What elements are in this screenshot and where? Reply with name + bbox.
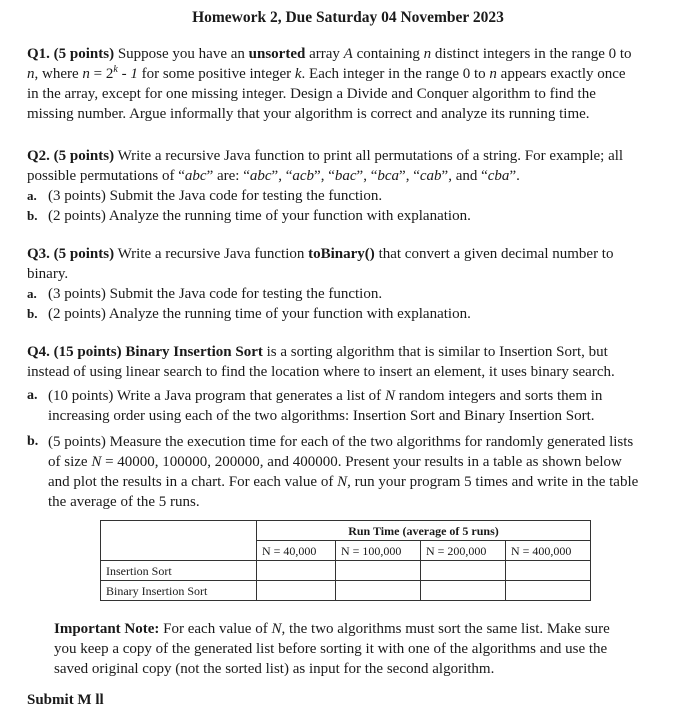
q1-text: = 2 <box>89 66 114 82</box>
q1-text: . Each integer in the range 0 to <box>301 66 490 82</box>
table-cell <box>421 561 506 581</box>
q3-function-name: toBinary() <box>308 246 375 262</box>
note-text: saved original copy (not the sorted list) as input for the second algorithm. <box>54 661 495 677</box>
q1-text: - <box>117 66 131 82</box>
q4-a-text: increasing order using each of the two algorithms: Insertion Sort and Binary Insertion Sort. <box>48 408 595 424</box>
table-cell <box>257 561 336 581</box>
q1-one: 1 <box>130 66 138 82</box>
q2-text: ”, “ <box>356 168 378 184</box>
q3-part-a <box>27 284 667 304</box>
q3-part-b <box>27 304 667 324</box>
question-2 <box>27 146 667 186</box>
table-row <box>101 561 591 581</box>
table-corner-cell <box>101 521 257 541</box>
runtime-table <box>100 520 591 601</box>
q1-var-k: k <box>294 66 302 82</box>
q1-text: distinct integers in the range 0 to <box>431 46 632 62</box>
cut-off-footer-text: Submit M ll <box>27 692 104 708</box>
q4-a-label: a. <box>27 388 38 403</box>
table-header-row <box>101 521 591 541</box>
q4-b-text: of size <box>48 454 92 470</box>
question-4 <box>27 342 667 382</box>
table-cell <box>257 581 336 601</box>
q4-part-b <box>27 432 667 512</box>
q2-label: Q2. (5 points) <box>27 148 115 164</box>
q4-a-text: (10 points) Write a Java program that generates a list of <box>48 388 385 404</box>
q2-string: abc <box>184 168 207 184</box>
q1-text: for some positive integer <box>137 66 295 82</box>
q3-text: that convert a given decimal number to <box>374 246 614 262</box>
q1-exponent-k: k <box>113 64 118 75</box>
q2-text: Write a recursive Java function to print all permutations of a string. For example; all <box>114 148 624 164</box>
q4-var-n: N <box>384 388 395 404</box>
q2-part-a <box>27 186 667 206</box>
table-cell <box>421 581 506 601</box>
q1-bold-word: unsorted <box>248 46 306 62</box>
q4-var-n: N <box>91 454 102 470</box>
q2-text: ”, “ <box>271 168 293 184</box>
q1-var-n: n <box>82 66 90 82</box>
table-cell <box>506 561 591 581</box>
table-cell <box>336 561 421 581</box>
q2-a-text: (3 points) Submit the Java code for testing the function. <box>48 188 383 204</box>
table-column-header: N = 200,000 <box>421 541 506 561</box>
q2-b-label: b. <box>27 208 38 223</box>
question-3 <box>27 244 667 284</box>
table-corner-cell <box>101 541 257 561</box>
q2-permutation: acb <box>292 168 315 184</box>
q2-text: ”, “ <box>399 168 420 184</box>
q1-line: in the array, except for one missing integer. Design a Divide and Conquer algorithm to find the <box>27 86 596 102</box>
table-column-header: N = 400,000 <box>506 541 591 561</box>
q1-var-n: n <box>423 46 432 62</box>
table-group-header: Run Time (average of 5 runs) <box>257 521 591 541</box>
note-text: , the two algorithms must sort the same list. Make sure <box>281 621 610 637</box>
note-text: For each value of <box>159 621 272 637</box>
table-column-row <box>101 541 591 561</box>
q1-var-n: n <box>489 66 497 82</box>
q1-text: array <box>305 46 344 62</box>
q4-line: instead of using linear search to find the location where to insert an element, it uses binary search. <box>27 364 615 380</box>
q3-label: Q3. (5 points) <box>27 246 115 262</box>
q4-b-text: the average of the 5 runs. <box>48 494 200 510</box>
q4-b-text: and plot the results in a chart. For each value of <box>48 474 338 490</box>
q2-part-b <box>27 206 667 226</box>
q2-permutation: bca <box>377 168 400 184</box>
page-title: Homework 2, Due Saturday 04 November 2023 <box>192 9 504 26</box>
q3-a-label: a. <box>27 286 37 301</box>
q2-permutation: cab <box>419 168 442 184</box>
table-cell <box>336 581 421 601</box>
table-column-header: N = 100,000 <box>336 541 421 561</box>
important-note <box>54 619 664 679</box>
q4-b-text: (5 points) Measure the execution time for each of the two algorithms for randomly generated lists <box>48 434 634 450</box>
q3-b-text: (2 points) Analyze the running time of your function with explanation. <box>48 306 471 322</box>
table-row-label: Insertion Sort <box>101 561 257 581</box>
q2-text: ”. <box>509 168 520 184</box>
table-column-header: N = 40,000 <box>257 541 336 561</box>
q2-text: ”, and “ <box>441 168 488 184</box>
q4-var-n: N <box>337 474 348 490</box>
table-row-label: Binary Insertion Sort <box>101 581 257 601</box>
note-var-n: N <box>271 621 282 637</box>
q1-text: containing <box>352 46 424 62</box>
q2-b-text: (2 points) Analyze the running time of your function with explanation. <box>48 208 471 224</box>
note-label: Important Note: <box>54 621 160 637</box>
q2-text: possible permutations of “ <box>27 168 185 184</box>
q4-a-text: random integers and sorts them in <box>394 388 603 404</box>
q4-part-a <box>27 386 667 426</box>
q1-text: Suppose you have an <box>114 46 249 62</box>
q1-var-a: A <box>343 46 353 62</box>
table-cell <box>506 581 591 601</box>
note-text: you keep a copy of the generated list before sorting it with one of the algorithms and use the <box>54 641 608 657</box>
q3-text: Write a recursive Java function <box>114 246 309 262</box>
q4-label: Q4. (15 points) Binary Insertion Sort <box>27 344 263 360</box>
q4-b-label: b. <box>27 434 39 449</box>
table-row <box>101 581 591 601</box>
q4-text: is a sorting algorithm that is similar to Insertion Sort, but <box>262 344 608 360</box>
q3-b-label: b. <box>27 306 38 321</box>
q1-var-n: n <box>27 66 35 82</box>
q1-label: Q1. (5 points) <box>27 46 115 62</box>
q2-text: ” are: “ <box>206 168 250 184</box>
q4-b-text: = 40000, 100000, 200000, and 400000. Present your results in a table as shown below <box>101 454 622 470</box>
q2-a-label: a. <box>27 188 37 203</box>
q1-line: missing number. Argue informally that your algorithm is correct and analyze its running time. <box>27 106 590 122</box>
q3-line: binary. <box>27 266 69 282</box>
q4-b-text: , run your program 5 times and write in the table <box>347 474 639 490</box>
q1-text: , where <box>34 66 83 82</box>
q2-permutation: abc <box>249 168 272 184</box>
question-1 <box>27 44 667 124</box>
q2-permutation: bac <box>334 168 357 184</box>
q2-permutation: cba <box>487 168 510 184</box>
q2-text: ”, “ <box>314 168 335 184</box>
q3-a-text: (3 points) Submit the Java code for testing the function. <box>48 286 383 302</box>
q1-text: appears exactly once <box>496 66 626 82</box>
